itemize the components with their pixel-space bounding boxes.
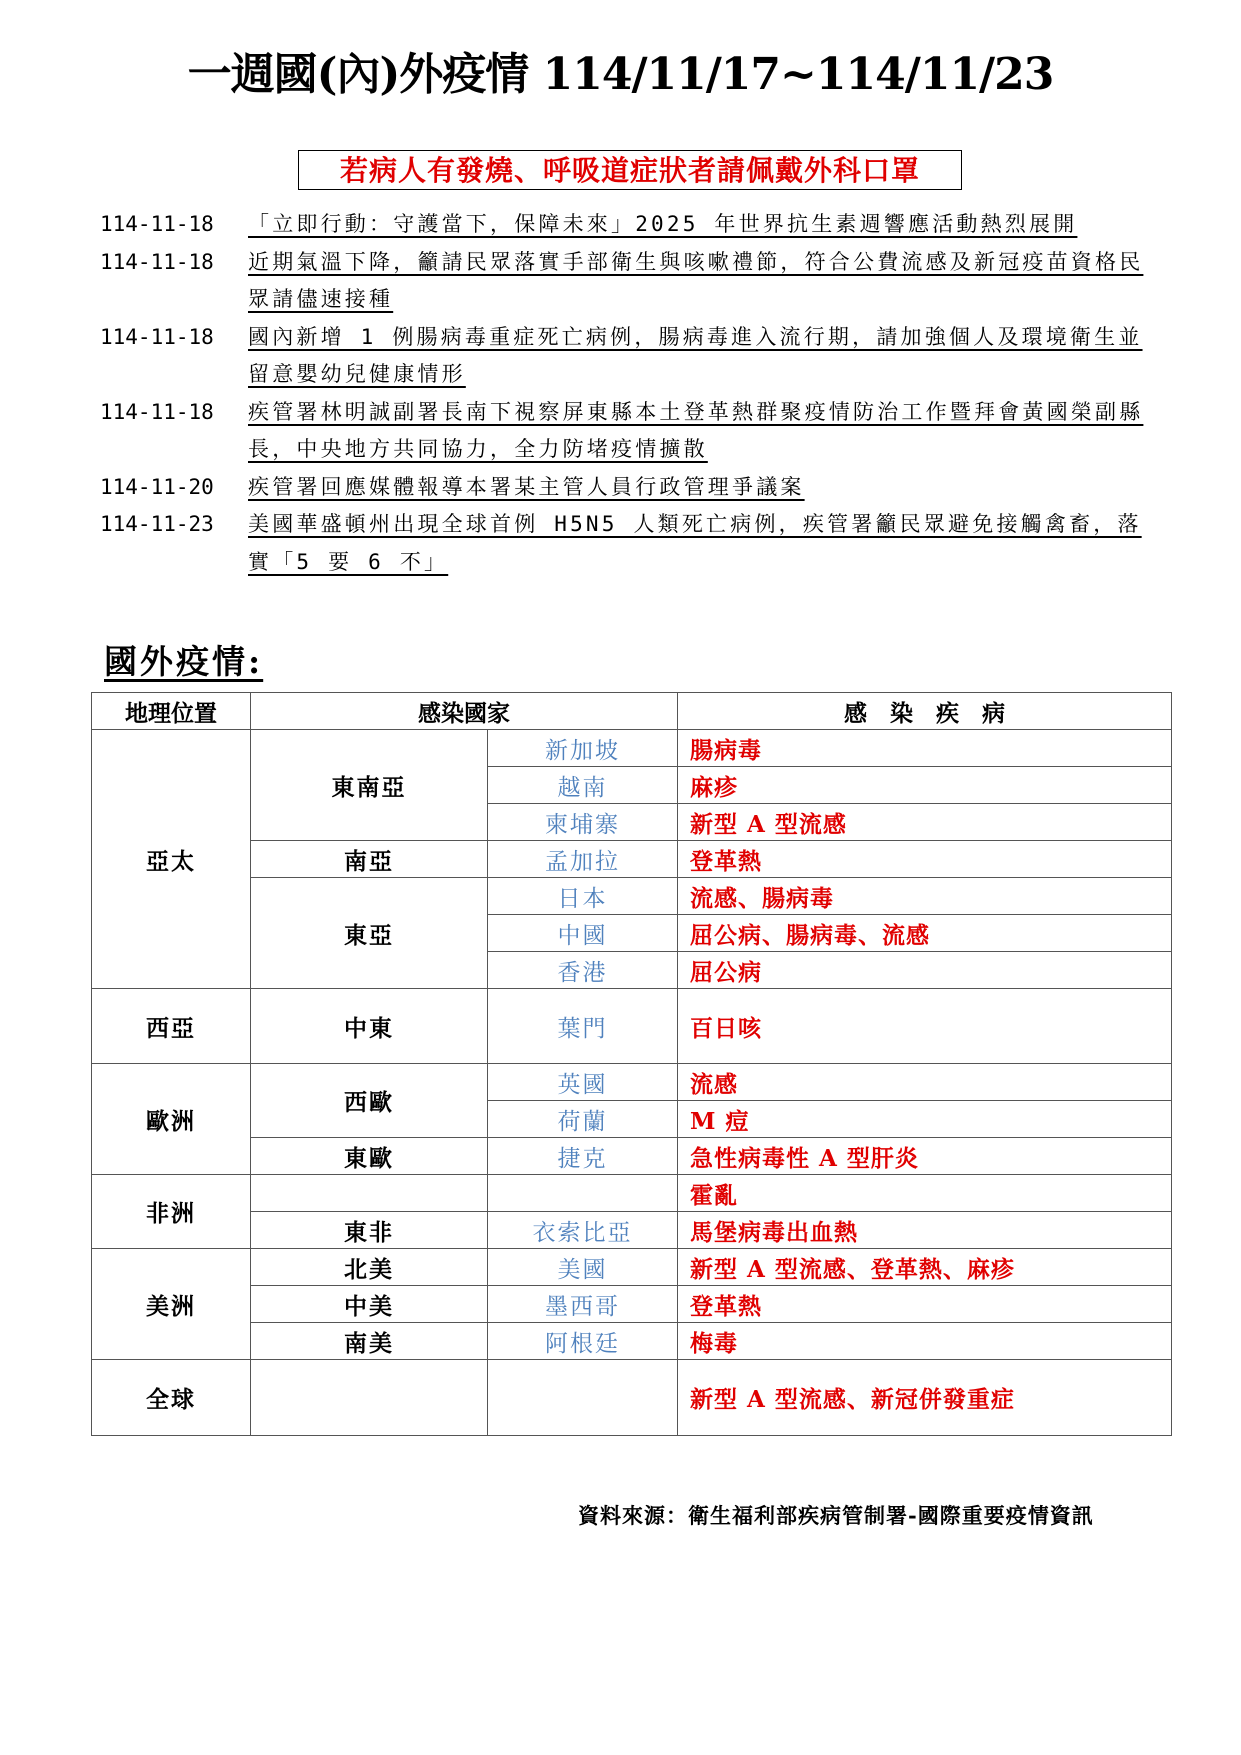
country-cell: 捷克 [488, 1138, 678, 1175]
subregion-cell: 西歐 [251, 1064, 488, 1138]
international-epidemic-table [91, 692, 1172, 1436]
news-item [100, 206, 1160, 244]
country-cell: 日本 [488, 878, 678, 915]
news-item [100, 244, 1160, 319]
disease-cell: 新型 A 型流感 [678, 804, 1172, 841]
table-row [92, 1212, 1172, 1249]
disease-cell: 流感、腸病毒 [678, 878, 1172, 915]
subregion-cell: 中東 [251, 989, 488, 1064]
mask-warning-banner: 若病人有發燒、呼吸道症狀者請佩戴外科口罩 [298, 150, 962, 190]
country-cell: 英國 [488, 1064, 678, 1101]
table-row [92, 989, 1172, 1064]
region-cell: 全球 [92, 1360, 251, 1436]
news-date: 114-11-18 [100, 399, 214, 424]
subregion-cell: 東亞 [251, 878, 488, 989]
data-source-note: 資料來源：衛生福利部疾病管制署-國際重要疫情資訊 [578, 1503, 1094, 1528]
region-cell: 亞太 [92, 730, 251, 989]
disease-cell: 登革熱 [678, 1286, 1172, 1323]
news-date: 114-11-18 [100, 249, 214, 274]
country-cell: 葉門 [488, 989, 678, 1064]
news-date: 114-11-23 [100, 512, 214, 536]
region-cell: 美洲 [92, 1249, 251, 1360]
table-row [92, 878, 1172, 915]
country-cell: 越南 [488, 767, 678, 804]
disease-cell: 梅毒 [678, 1323, 1172, 1360]
news-item [100, 506, 1160, 581]
country-cell [488, 1360, 678, 1436]
region-cell: 西亞 [92, 989, 251, 1064]
country-cell: 美國 [488, 1249, 678, 1286]
news-list [100, 206, 1160, 581]
country-cell: 香港 [488, 952, 678, 989]
news-link[interactable]: 美國華盛頓州出現全球首例 H5N5 人類死亡病例，疾管署籲民眾避免接觸禽畜，落實「5 要 6 不」 [248, 512, 1142, 574]
table-row [92, 1249, 1172, 1286]
country-cell: 孟加拉 [488, 841, 678, 878]
table-row [92, 841, 1172, 878]
table-header-row [92, 693, 1172, 730]
disease-cell: 麻疹 [678, 767, 1172, 804]
table-row [92, 1064, 1172, 1101]
table-row [92, 1323, 1172, 1360]
disease-cell: 急性病毒性 A 型肝炎 [678, 1138, 1172, 1175]
page-title: 一週國(內)外疫情 114/11/17~114/11/23 [187, 49, 1054, 100]
news-item [100, 394, 1160, 469]
disease-cell: 腸病毒 [678, 730, 1172, 767]
news-link[interactable]: 「立即行動：守護當下，保障未來」2025 年世界抗生素週響應活動熱烈展開 [248, 212, 1078, 236]
region-cell: 非洲 [92, 1175, 251, 1249]
disease-cell: 新型 A 型流感、新冠併發重症 [678, 1360, 1172, 1436]
header-disease: 感 染 疾 病 [678, 693, 1172, 730]
subregion-cell: 東非 [251, 1212, 488, 1249]
subregion-cell: 東歐 [251, 1138, 488, 1175]
subregion-cell: 中美 [251, 1286, 488, 1323]
news-date: 114-11-20 [100, 474, 214, 499]
region-cell: 歐洲 [92, 1064, 251, 1175]
section-title-international: 國外疫情: [104, 642, 264, 681]
country-cell: 阿根廷 [488, 1323, 678, 1360]
subregion-cell [251, 1360, 488, 1436]
disease-cell: 屈公病 [678, 952, 1172, 989]
country-cell: 荷蘭 [488, 1101, 678, 1138]
subregion-cell [251, 1175, 488, 1212]
subregion-cell: 南美 [251, 1323, 488, 1360]
disease-cell: 登革熱 [678, 841, 1172, 878]
country-cell: 中國 [488, 915, 678, 952]
disease-cell: 屈公病、腸病毒、流感 [678, 915, 1172, 952]
country-cell: 柬埔寨 [488, 804, 678, 841]
disease-cell: 百日咳 [678, 989, 1172, 1064]
disease-cell: 霍亂 [678, 1175, 1172, 1212]
disease-cell: 馬堡病毒出血熱 [678, 1212, 1172, 1249]
disease-cell: 流感 [678, 1064, 1172, 1101]
disease-cell: M 痘 [678, 1101, 1172, 1138]
subregion-cell: 東南亞 [251, 730, 488, 841]
news-link[interactable]: 近期氣溫下降，籲請民眾落實手部衛生與咳嗽禮節，符合公費流感及新冠疫苗資格民眾請儘速接種 [248, 249, 1144, 311]
table-row [92, 730, 1172, 767]
news-link[interactable]: 疾管署回應媒體報導本署某主管人員行政管理爭議案 [248, 474, 805, 499]
country-cell: 墨西哥 [488, 1286, 678, 1323]
news-date: 114-11-18 [100, 324, 214, 349]
table-row [92, 1360, 1172, 1436]
subregion-cell: 北美 [251, 1249, 488, 1286]
table-row [92, 1175, 1172, 1212]
header-region: 地理位置 [92, 693, 251, 730]
table-row [92, 1286, 1172, 1323]
country-cell [488, 1175, 678, 1212]
country-cell: 衣索比亞 [488, 1212, 678, 1249]
country-cell: 新加坡 [488, 730, 678, 767]
header-country: 感染國家 [251, 693, 678, 730]
table-row [92, 1138, 1172, 1175]
disease-cell: 新型 A 型流感、登革熱、麻疹 [678, 1249, 1172, 1286]
news-link[interactable]: 國內新增 1 例腸病毒重症死亡病例，腸病毒進入流行期，請加強個人及環境衛生並留意嬰幼兒健康情形 [248, 324, 1143, 386]
news-item [100, 469, 1160, 507]
news-item [100, 319, 1160, 394]
subregion-cell: 南亞 [251, 841, 488, 878]
news-link[interactable]: 疾管署林明誠副署長南下視察屏東縣本土登革熱群聚疫情防治工作暨拜會黃國榮副縣長，中央地方共同協力，全力防堵疫情擴散 [248, 399, 1144, 461]
news-date: 114-11-18 [100, 212, 214, 236]
